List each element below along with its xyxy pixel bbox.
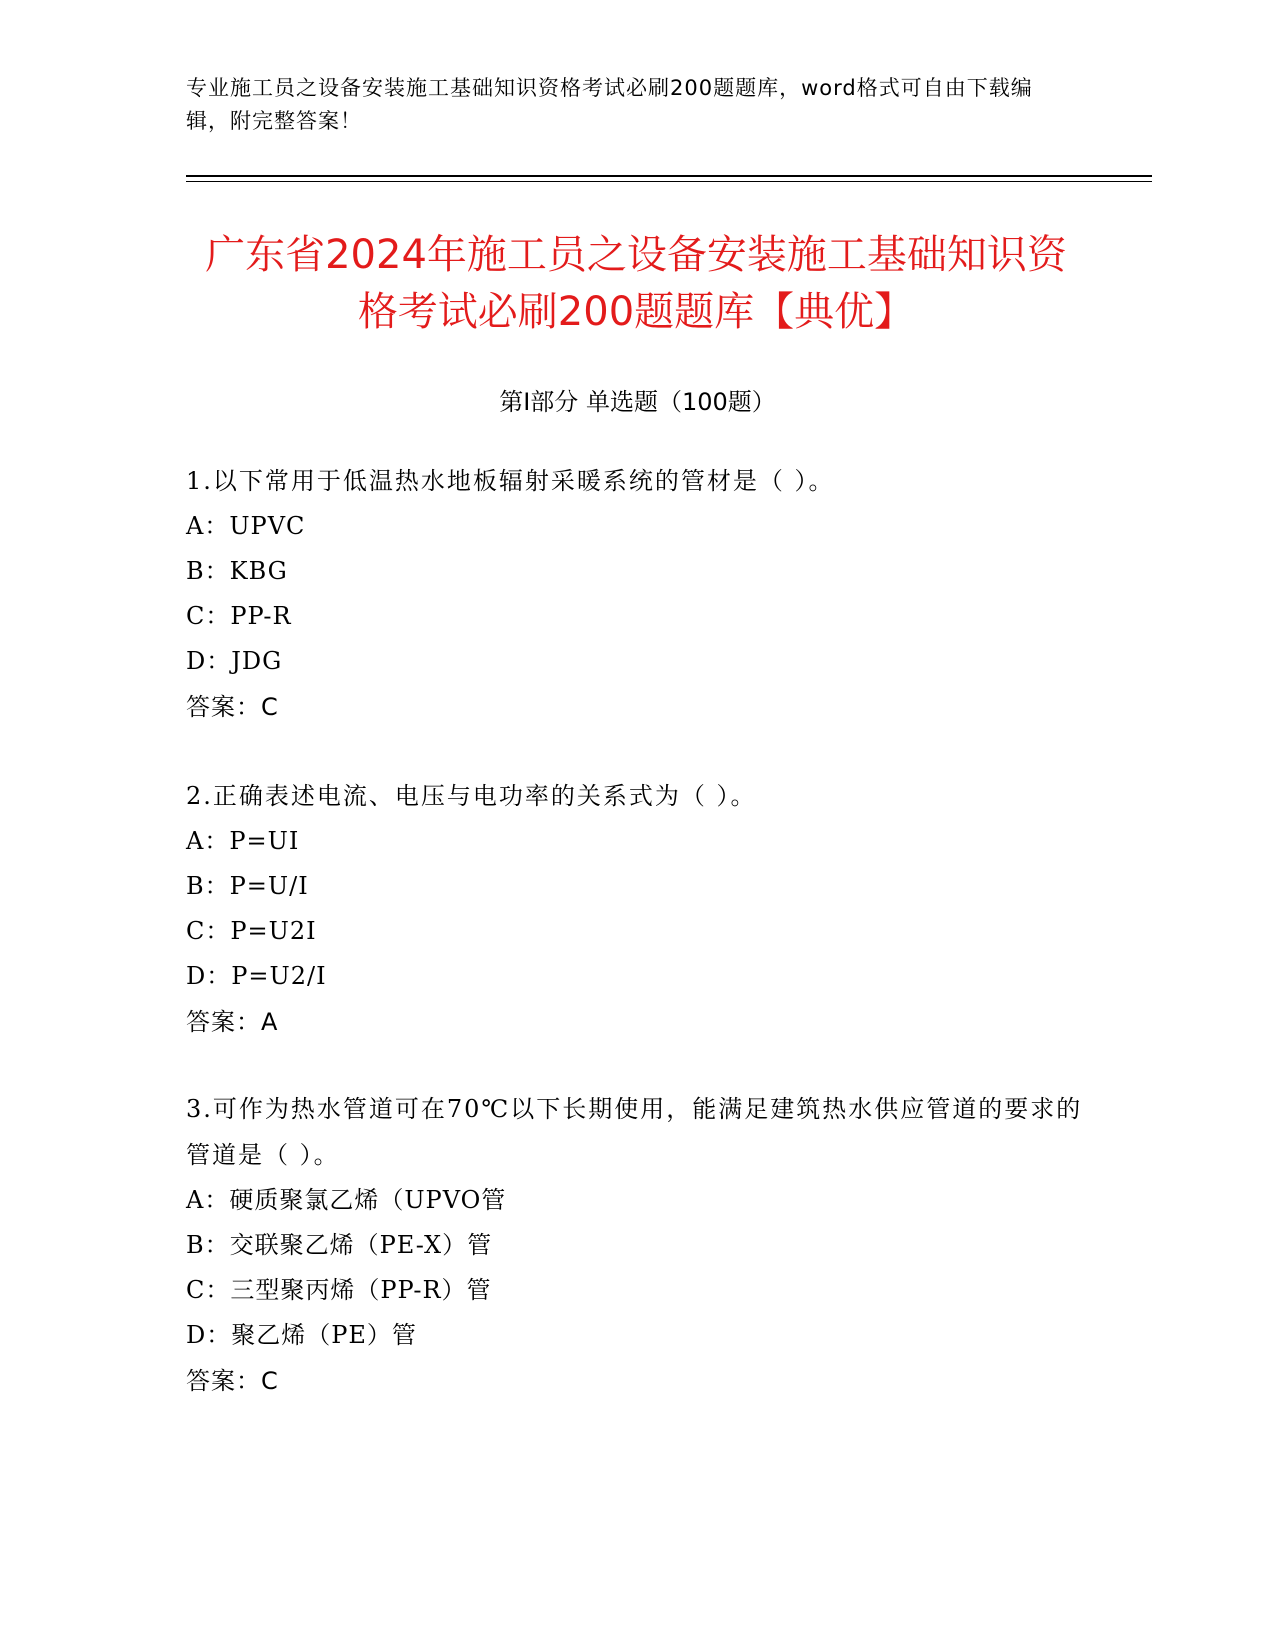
question-stem: 1.以下常用于低温热水地板辐射采暖系统的管材是（ ）。 — [186, 467, 835, 495]
option-d: D：聚乙烯（PE）管 — [186, 1321, 417, 1349]
option-a: A：UPVC — [186, 512, 306, 540]
header-rule-thin — [186, 181, 1152, 182]
option-c: C：PP-R — [186, 602, 292, 630]
option-d: D：P=U2/I — [186, 962, 327, 990]
option-b: B：KBG — [186, 557, 288, 585]
option-c: C：三型聚丙烯（PP-R）管 — [186, 1276, 492, 1304]
option-a: A：硬质聚氯乙烯（UPVO管 — [186, 1186, 507, 1214]
option-b: B：交联聚乙烯（PE-X）管 — [186, 1231, 493, 1259]
option-b: B：P=U/I — [186, 872, 309, 900]
question-1 — [186, 458, 1086, 730]
question-stem: 3.可作为热水管道可在70℃以下长期使用，能满足建筑热水供应管道的要求的管道是（ ）。 — [186, 1095, 1083, 1169]
option-d: D：JDG — [186, 647, 283, 675]
answer: 答案：C — [186, 693, 279, 721]
question-3 — [186, 1086, 1086, 1404]
answer: 答案：A — [186, 1008, 279, 1036]
document-title: 广东省2024年施工员之设备安装施工基础知识资格考试必刷200题题库【典优】 — [205, 232, 1067, 335]
header-note: 专业施工员之设备安装施工基础知识资格考试必刷200题题库，word格式可自由下载编辑，附完整答案！ — [186, 76, 1033, 133]
section-title: 第Ⅰ部分 单选题（100题） — [499, 388, 776, 416]
option-c: C：P=U2I — [186, 917, 317, 945]
question-stem: 2.正确表述电流、电压与电功率的关系式为（ ）。 — [186, 782, 757, 810]
option-a: A：P=UI — [186, 827, 300, 855]
header-rule-thick — [186, 175, 1152, 177]
answer: 答案：C — [186, 1367, 279, 1395]
question-2 — [186, 773, 1086, 1045]
